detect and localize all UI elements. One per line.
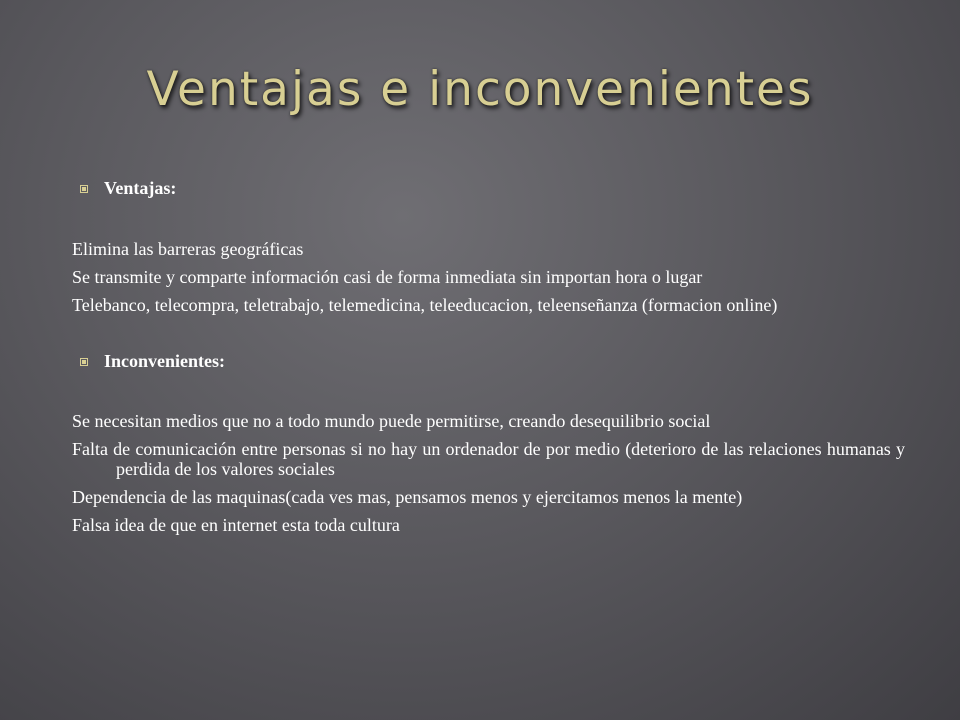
slide-title: Ventajas e inconvenientes bbox=[146, 62, 814, 117]
list-item: Telebanco, telecompra, teletrabajo, telemedicina, teleeducacion, teleenseñanza (formacion online) bbox=[72, 295, 778, 315]
list-item: Se necesitan medios que no a todo mundo puede permitirse, creando desequilibrio social bbox=[72, 411, 711, 431]
slide-body bbox=[72, 178, 905, 535]
list-item: Se transmite y comparte información casi de forma inmediata sin importan hora o lugar bbox=[72, 267, 703, 287]
square-bullet-icon bbox=[80, 185, 88, 193]
list-item: Falsa idea de que en internet esta toda cultura bbox=[72, 515, 400, 535]
section-heading-label: Ventajas: bbox=[104, 178, 177, 198]
list-item: Falta de comunicación entre personas si no hay un ordenador de por medio (deterioro de las relaciones humanas y perdida de los valores sociales bbox=[72, 439, 905, 479]
section-heading-label: Inconvenientes: bbox=[104, 351, 225, 371]
list-item: Elimina las barreras geográficas bbox=[72, 239, 304, 259]
section-heading-inconvenientes bbox=[72, 351, 905, 372]
list-item: Dependencia de las maquinas(cada ves mas, pensamos menos y ejercitamos menos la mente) bbox=[72, 487, 743, 507]
square-bullet-icon bbox=[80, 358, 88, 366]
section-heading-ventajas bbox=[72, 178, 905, 199]
